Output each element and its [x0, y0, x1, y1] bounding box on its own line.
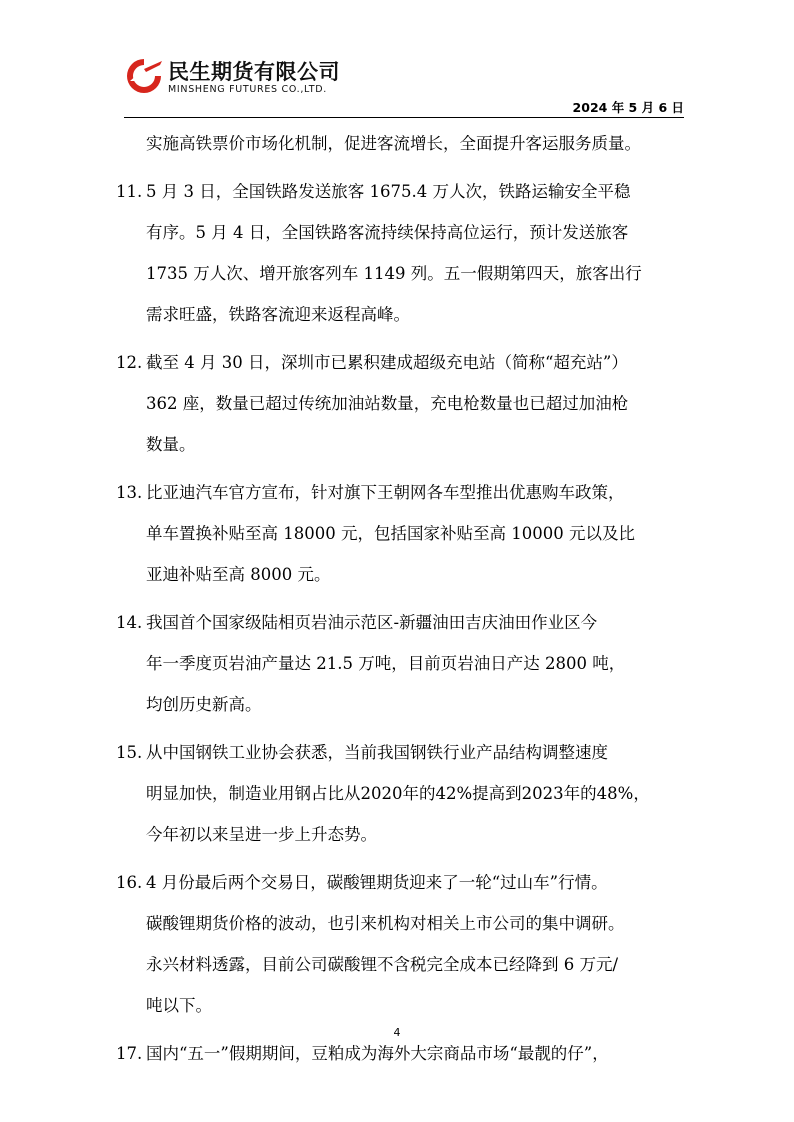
- item-number: 11.: [116, 182, 143, 201]
- item-number: 12.: [116, 353, 143, 372]
- item-text-line: 截至 4 月 30 日，深圳市已累积建成超级充电站（简称“超充站”）: [146, 353, 628, 372]
- item-text-line: 5 月 3 日，全国铁路发送旅客 1675.4 万人次，铁路运输安全平稳: [146, 182, 631, 201]
- news-item-15: [116, 732, 686, 855]
- item-text-line: 单车置换补贴至高 18000 元，包括国家补贴至高 10000 元以及比: [146, 524, 635, 543]
- page-number: 4: [393, 1026, 401, 1039]
- item-text-line: 年一季度页岩油产量达 21.5 万吨，目前页岩油日产达 2800 吨，: [146, 654, 626, 673]
- item-text-line: 4 月份最后两个交易日，碳酸锂期货迎来了一轮“过山车”行情。: [146, 873, 608, 892]
- news-item-11: [116, 171, 686, 335]
- item-text-line: 362 座，数量已超过传统加油站数量，充电枪数量也已超过加油枪: [146, 394, 629, 413]
- news-content: [116, 123, 686, 1074]
- item-text-line: 今年初以来呈进一步上升态势。: [146, 825, 377, 844]
- item-text-line: 我国首个国家级陆相页岩油示范区-新疆油田吉庆油田作业区今: [146, 613, 598, 632]
- minsheng-logo-icon: [124, 57, 164, 93]
- header-divider: [124, 117, 684, 118]
- item-text-line: 1735 万人次、增开旅客列车 1149 列。五一假期第四天，旅客出行: [146, 264, 642, 283]
- company-name-en: MINSHENG FUTURES CO.,LTD.: [168, 84, 327, 95]
- item-text-line: 比亚迪汽车官方宣布，针对旗下王朝网各车型推出优惠购车政策，: [146, 483, 625, 502]
- item-text-line: 国内“五一”假期期间，豆粕成为海外大宗商品市场“最靓的仔”，: [146, 1044, 609, 1063]
- item-text-line: 碳酸锂期货价格的波动，也引来机构对相关上市公司的集中调研。: [146, 914, 625, 933]
- item-text-line: 均创历史新高。: [146, 695, 262, 714]
- news-item-14: [116, 602, 686, 725]
- news-item-16: [116, 862, 686, 1026]
- news-item-17: [116, 1033, 686, 1074]
- item-text-line: 有序。5 月 4 日，全国铁路客流持续保持高位运行，预计发送旅客: [146, 223, 629, 242]
- item-number: 16.: [116, 873, 143, 892]
- continued-text: 实施高铁票价市场化机制，促进客流增长，全面提升客运服务质量。: [146, 134, 641, 153]
- item-text-line: 永兴材料透露，目前公司碳酸锂不含税完全成本已经降到 6 万元/: [146, 955, 619, 974]
- news-item-13: [116, 472, 686, 595]
- item-text-line: 吨以下。: [146, 996, 212, 1015]
- item-text-line: 数量。: [146, 435, 196, 454]
- item-text-line: 需求旺盛，铁路客流迎来返程高峰。: [146, 305, 410, 324]
- company-name-cn: 民生期货有限公司: [168, 60, 340, 84]
- item-text-line: 从中国钢铁工业协会获悉，当前我国钢铁行业产品结构调整速度: [146, 743, 608, 762]
- item-number: 14.: [116, 613, 143, 632]
- item-text-line: 亚迪补贴至高 8000 元。: [146, 565, 331, 584]
- news-item-12: [116, 342, 686, 465]
- item-number: 17.: [116, 1044, 143, 1063]
- page-header: [124, 54, 684, 120]
- report-date: 2024 年 5 月 6 日: [572, 100, 684, 115]
- item-text-line: 明显加快，制造业用钢占比从2020年的42%提高到2023年的48%，: [146, 784, 650, 803]
- item-number: 15.: [116, 743, 143, 762]
- item-number: 13.: [116, 483, 143, 502]
